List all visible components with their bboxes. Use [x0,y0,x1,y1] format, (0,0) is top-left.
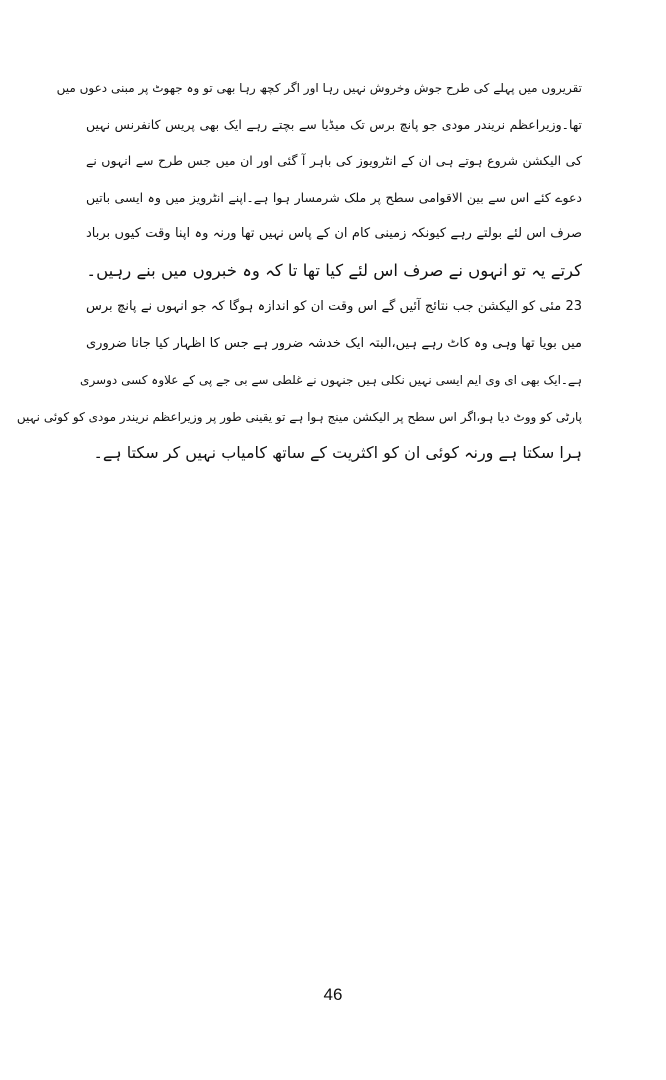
text-line: صرف اس لئے بولتے رہے کیونکہ زمینی کام ان کے پاس نہیں تھا ورنہ وہ اپنا وقت کیوں برباد [86,226,582,241]
text-line: 23 مئی کو الیکشن جب نتائج آئیں گے اس وقت ان کو اندازہ ہوگا کہ جو انہوں نے پانچ برس [86,299,582,314]
page-number: 46 [323,985,343,1004]
text-line: میں بویا تھا وہی وہ کاٹ رہے ہیں،البتہ ایک خدشہ ضرور ہے جس کا اظہار کیا جانا ضروری [86,335,582,351]
text-line: کرتے یہ تو انہوں نے صرف اس لئے کیا تھا تا کہ وہ خبروں میں بنے رہیں۔ [86,260,582,280]
paragraph-1 [56,70,582,289]
body-text [16,70,582,472]
text-line: پارٹی کو ووٹ دیا ہو،اگر اس سطح پر الیکشن مینج ہوا ہے تو یقینی طور پر وزیراعظم نریندر مودی کو کوئی نہیں [16,409,582,424]
text-line: تھا۔وزیراعظم نریندر مودی جو پانچ برس تک میڈیا سے بچتے رہے ایک بھی پریس کانفرنس نہیں [86,116,582,132]
text-line: ہے۔ایک بھی ای وی ایم ایسی نہیں نکلی ہیں جنہوں نے غلطی سے بی جے پی کے علاوہ کسی دوسری [80,373,582,387]
text-line: تقریروں میں پہلے کی طرح جوش وخروش نہیں رہا اور اگر کچھ رہا بھی تو وہ جھوٹ پر مبنی دعوں میں [56,81,582,95]
text-line: ہرا سکتا ہے ورنہ کوئی ان کو اکثریت کے ساتھ کامیاب نہیں کر سکتا ہے۔ [93,443,582,462]
text-line: کی الیکشن شروع ہوتے ہی ان کے انٹرویوز کی باہر آ گئی اور ان میں جس طرح سے انہوں نے [86,153,582,168]
text-line: دعوے کئے اس سے بین الاقوامی سطح پر ملک شرمسار ہوا ہے۔اپنے انٹرویز میں وہ ایسی باتیں [86,189,582,205]
paragraph-2 [16,289,582,472]
